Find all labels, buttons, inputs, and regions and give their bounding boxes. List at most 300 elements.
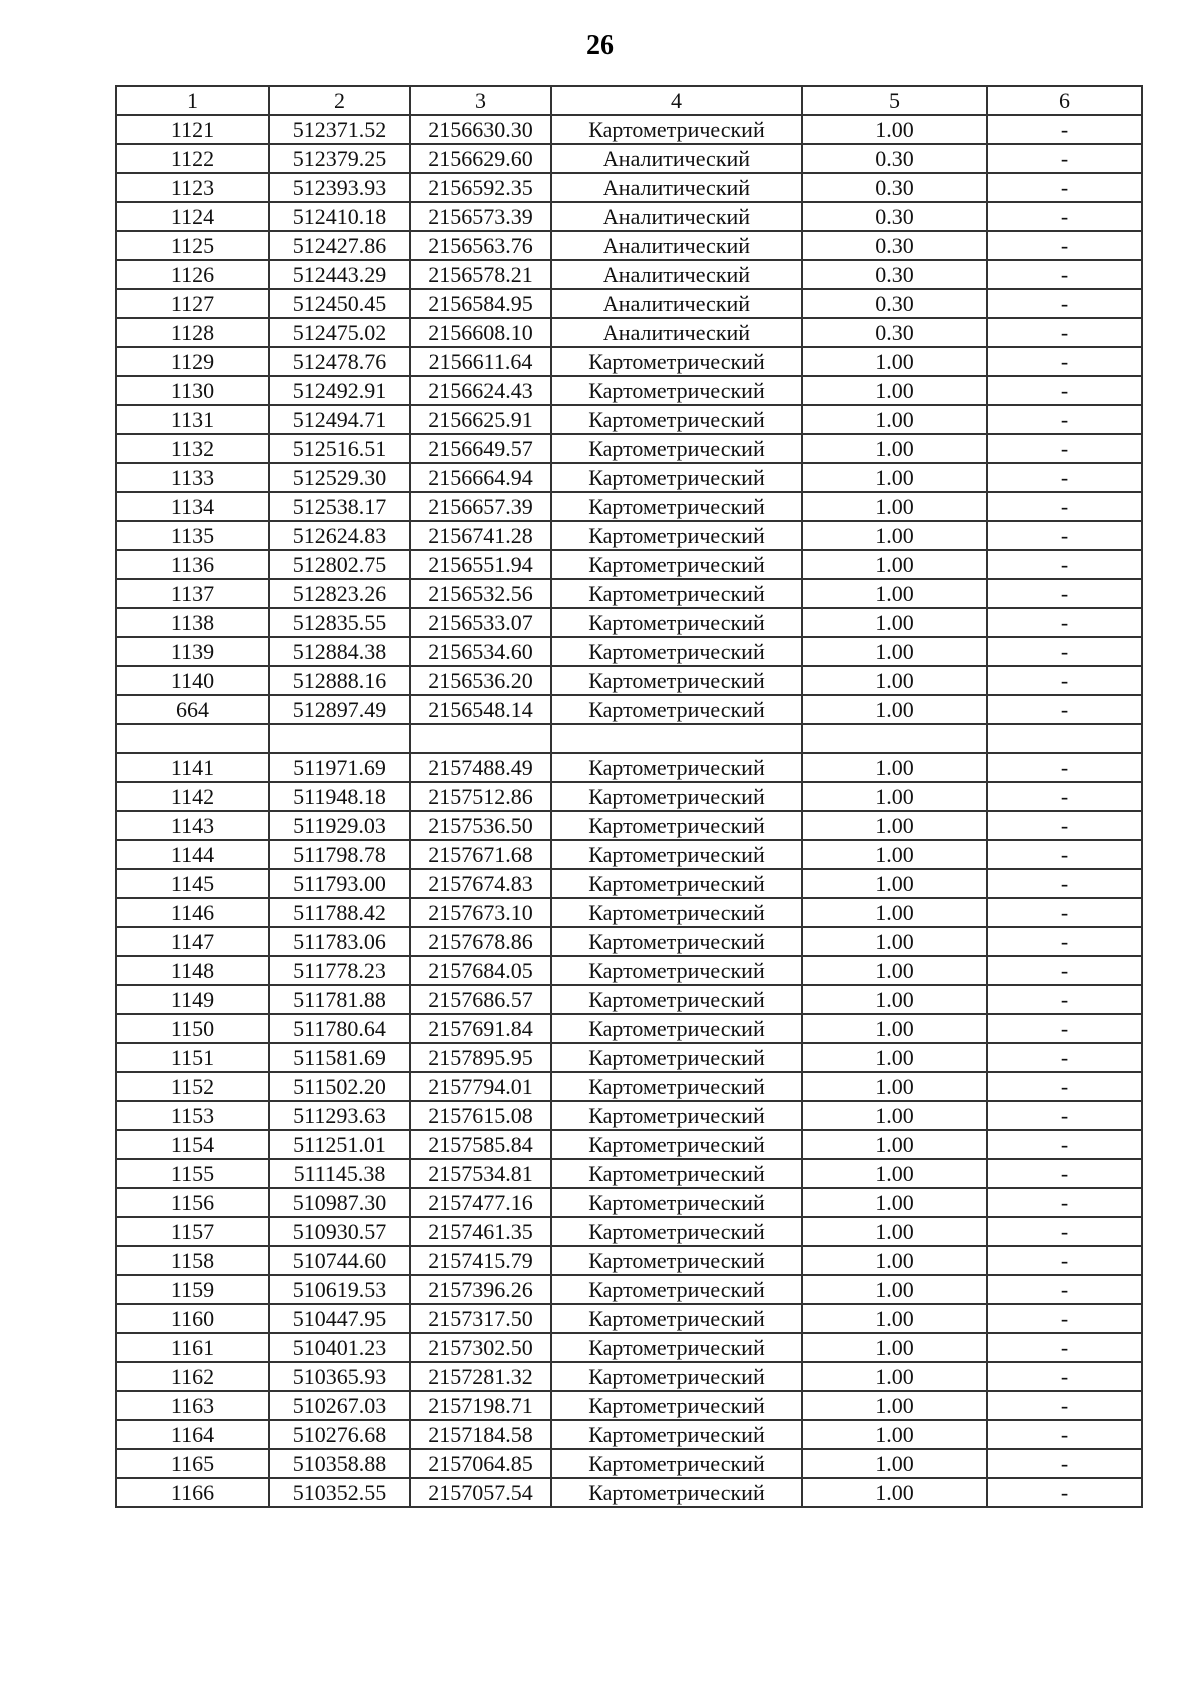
accuracy-cell: 1.00 xyxy=(802,927,987,956)
column-header: 3 xyxy=(410,86,551,115)
accuracy-cell: 0.30 xyxy=(802,202,987,231)
method-cell: Картометрический xyxy=(551,1275,802,1304)
accuracy-cell: 1.00 xyxy=(802,666,987,695)
accuracy-cell: 1.00 xyxy=(802,753,987,782)
note-cell: - xyxy=(987,1362,1142,1391)
accuracy-cell: 1.00 xyxy=(802,695,987,724)
y-coordinate-cell: 2156533.07 xyxy=(410,608,551,637)
method-cell: Картометрический xyxy=(551,608,802,637)
method-cell: Картометрический xyxy=(551,1449,802,1478)
y-coordinate-cell: 2157477.16 xyxy=(410,1188,551,1217)
column-header: 2 xyxy=(269,86,410,115)
point-number-cell: 1129 xyxy=(116,347,269,376)
method-cell: Картометрический xyxy=(551,1246,802,1275)
x-coordinate-cell: 512884.38 xyxy=(269,637,410,666)
x-coordinate-cell: 512802.75 xyxy=(269,550,410,579)
method-cell: Картометрический xyxy=(551,376,802,405)
method-cell: Аналитический xyxy=(551,260,802,289)
table-row xyxy=(116,550,1142,579)
point-number-cell: 1146 xyxy=(116,898,269,927)
y-coordinate-cell: 2156551.94 xyxy=(410,550,551,579)
y-coordinate-cell: 2157895.95 xyxy=(410,1043,551,1072)
method-cell: Картометрический xyxy=(551,811,802,840)
y-coordinate-cell: 2157488.49 xyxy=(410,753,551,782)
y-coordinate-cell: 2156532.56 xyxy=(410,579,551,608)
point-number-cell: 1126 xyxy=(116,260,269,289)
x-coordinate-cell: 510744.60 xyxy=(269,1246,410,1275)
x-coordinate-cell: 512823.26 xyxy=(269,579,410,608)
x-coordinate-cell: 511948.18 xyxy=(269,782,410,811)
coordinates-table xyxy=(115,85,1143,1508)
method-cell: Картометрический xyxy=(551,753,802,782)
method-cell: Картометрический xyxy=(551,434,802,463)
point-number-cell: 1160 xyxy=(116,1304,269,1333)
y-coordinate-cell: 2157674.83 xyxy=(410,869,551,898)
accuracy-cell: 0.30 xyxy=(802,260,987,289)
x-coordinate-cell: 511581.69 xyxy=(269,1043,410,1072)
method-cell: Картометрический xyxy=(551,956,802,985)
note-cell: - xyxy=(987,347,1142,376)
table-row xyxy=(116,434,1142,463)
y-coordinate-cell: 2157615.08 xyxy=(410,1101,551,1130)
accuracy-cell: 0.30 xyxy=(802,173,987,202)
y-coordinate-cell: 2157064.85 xyxy=(410,1449,551,1478)
note-cell: - xyxy=(987,318,1142,347)
y-coordinate-cell: 2157691.84 xyxy=(410,1014,551,1043)
y-coordinate-cell: 2157536.50 xyxy=(410,811,551,840)
method-cell: Картометрический xyxy=(551,1333,802,1362)
method-cell: Картометрический xyxy=(551,463,802,492)
table-header xyxy=(116,86,1142,115)
note-cell: - xyxy=(987,550,1142,579)
note-cell: - xyxy=(987,1159,1142,1188)
y-coordinate-cell: 2156611.64 xyxy=(410,347,551,376)
column-header: 1 xyxy=(116,86,269,115)
note-cell: - xyxy=(987,579,1142,608)
x-coordinate-cell: 510276.68 xyxy=(269,1420,410,1449)
point-number-cell: 1130 xyxy=(116,376,269,405)
y-coordinate-cell: 2157673.10 xyxy=(410,898,551,927)
table-row xyxy=(116,1217,1142,1246)
accuracy-cell: 1.00 xyxy=(802,869,987,898)
accuracy-cell: 1.00 xyxy=(802,376,987,405)
method-cell: Картометрический xyxy=(551,1159,802,1188)
point-number-cell: 1132 xyxy=(116,434,269,463)
note-cell: - xyxy=(987,1130,1142,1159)
point-number-cell: 1140 xyxy=(116,666,269,695)
y-coordinate-cell: 2157184.58 xyxy=(410,1420,551,1449)
method-cell xyxy=(551,724,802,753)
accuracy-cell: 1.00 xyxy=(802,608,987,637)
point-number-cell: 1164 xyxy=(116,1420,269,1449)
point-number-cell: 1133 xyxy=(116,463,269,492)
x-coordinate-cell: 510447.95 xyxy=(269,1304,410,1333)
point-number-cell: 1139 xyxy=(116,637,269,666)
note-cell: - xyxy=(987,521,1142,550)
accuracy-cell: 1.00 xyxy=(802,1130,987,1159)
x-coordinate-cell: 511778.23 xyxy=(269,956,410,985)
accuracy-cell: 1.00 xyxy=(802,637,987,666)
method-cell: Картометрический xyxy=(551,985,802,1014)
table-row xyxy=(116,260,1142,289)
y-coordinate-cell: 2156624.43 xyxy=(410,376,551,405)
table-row xyxy=(116,347,1142,376)
note-cell: - xyxy=(987,289,1142,318)
note-cell: - xyxy=(987,202,1142,231)
accuracy-cell xyxy=(802,724,987,753)
point-number-cell: 1166 xyxy=(116,1478,269,1507)
method-cell: Картометрический xyxy=(551,1362,802,1391)
y-coordinate-cell: 2156578.21 xyxy=(410,260,551,289)
x-coordinate-cell: 511798.78 xyxy=(269,840,410,869)
point-number-cell: 1154 xyxy=(116,1130,269,1159)
x-coordinate-cell: 512516.51 xyxy=(269,434,410,463)
note-cell: - xyxy=(987,1043,1142,1072)
table-row xyxy=(116,1478,1142,1507)
method-cell: Картометрический xyxy=(551,898,802,927)
note-cell: - xyxy=(987,115,1142,144)
table-row xyxy=(116,782,1142,811)
note-cell: - xyxy=(987,1391,1142,1420)
table-row xyxy=(116,811,1142,840)
x-coordinate-cell: 512897.49 xyxy=(269,695,410,724)
accuracy-cell: 1.00 xyxy=(802,840,987,869)
y-coordinate-cell: 2157415.79 xyxy=(410,1246,551,1275)
x-coordinate-cell xyxy=(269,724,410,753)
table-row xyxy=(116,869,1142,898)
table-row xyxy=(116,608,1142,637)
x-coordinate-cell: 512888.16 xyxy=(269,666,410,695)
accuracy-cell: 0.30 xyxy=(802,144,987,173)
table-row xyxy=(116,753,1142,782)
x-coordinate-cell: 511502.20 xyxy=(269,1072,410,1101)
table-row xyxy=(116,1246,1142,1275)
note-cell: - xyxy=(987,434,1142,463)
x-coordinate-cell: 511293.63 xyxy=(269,1101,410,1130)
x-coordinate-cell: 511929.03 xyxy=(269,811,410,840)
y-coordinate-cell: 2157678.86 xyxy=(410,927,551,956)
note-cell: - xyxy=(987,376,1142,405)
y-coordinate-cell: 2157396.26 xyxy=(410,1275,551,1304)
x-coordinate-cell: 512492.91 xyxy=(269,376,410,405)
table-body xyxy=(116,115,1142,1507)
accuracy-cell: 1.00 xyxy=(802,1014,987,1043)
note-cell: - xyxy=(987,956,1142,985)
accuracy-cell: 1.00 xyxy=(802,956,987,985)
method-cell: Картометрический xyxy=(551,840,802,869)
note-cell: - xyxy=(987,144,1142,173)
point-number-cell: 1127 xyxy=(116,289,269,318)
accuracy-cell: 1.00 xyxy=(802,898,987,927)
note-cell: - xyxy=(987,405,1142,434)
x-coordinate-cell: 512835.55 xyxy=(269,608,410,637)
point-number-cell: 1156 xyxy=(116,1188,269,1217)
y-coordinate-cell: 2157317.50 xyxy=(410,1304,551,1333)
point-number-cell: 1124 xyxy=(116,202,269,231)
x-coordinate-cell: 512427.86 xyxy=(269,231,410,260)
table-row xyxy=(116,1391,1142,1420)
accuracy-cell: 1.00 xyxy=(802,1362,987,1391)
x-coordinate-cell: 511780.64 xyxy=(269,1014,410,1043)
table-row xyxy=(116,1333,1142,1362)
note-cell: - xyxy=(987,260,1142,289)
y-coordinate-cell: 2157684.05 xyxy=(410,956,551,985)
point-number-cell: 1145 xyxy=(116,869,269,898)
note-cell: - xyxy=(987,1014,1142,1043)
point-number-cell: 1128 xyxy=(116,318,269,347)
method-cell: Картометрический xyxy=(551,115,802,144)
point-number-cell: 1162 xyxy=(116,1362,269,1391)
y-coordinate-cell: 2156741.28 xyxy=(410,521,551,550)
y-coordinate-cell: 2157671.68 xyxy=(410,840,551,869)
note-cell: - xyxy=(987,1478,1142,1507)
method-cell: Картометрический xyxy=(551,579,802,608)
accuracy-cell: 1.00 xyxy=(802,1217,987,1246)
note-cell: - xyxy=(987,695,1142,724)
table-row xyxy=(116,695,1142,724)
accuracy-cell: 0.30 xyxy=(802,289,987,318)
x-coordinate-cell: 510401.23 xyxy=(269,1333,410,1362)
point-number-cell: 1161 xyxy=(116,1333,269,1362)
note-cell: - xyxy=(987,1275,1142,1304)
table-row xyxy=(116,898,1142,927)
note-cell: - xyxy=(987,637,1142,666)
accuracy-cell: 1.00 xyxy=(802,1101,987,1130)
x-coordinate-cell: 510619.53 xyxy=(269,1275,410,1304)
method-cell: Картометрический xyxy=(551,695,802,724)
method-cell: Картометрический xyxy=(551,550,802,579)
x-coordinate-cell: 512410.18 xyxy=(269,202,410,231)
x-coordinate-cell: 511781.88 xyxy=(269,985,410,1014)
note-cell: - xyxy=(987,753,1142,782)
method-cell: Картометрический xyxy=(551,1072,802,1101)
x-coordinate-cell: 510267.03 xyxy=(269,1391,410,1420)
x-coordinate-cell: 510987.30 xyxy=(269,1188,410,1217)
table-row xyxy=(116,463,1142,492)
y-coordinate-cell: 2157198.71 xyxy=(410,1391,551,1420)
point-number-cell xyxy=(116,724,269,753)
x-coordinate-cell: 511971.69 xyxy=(269,753,410,782)
table-row xyxy=(116,144,1142,173)
header-row xyxy=(116,86,1142,115)
accuracy-cell: 1.00 xyxy=(802,1420,987,1449)
point-number-cell: 1151 xyxy=(116,1043,269,1072)
note-cell: - xyxy=(987,463,1142,492)
table-row xyxy=(116,173,1142,202)
accuracy-cell: 1.00 xyxy=(802,1246,987,1275)
method-cell: Картометрический xyxy=(551,1420,802,1449)
note-cell: - xyxy=(987,1217,1142,1246)
note-cell: - xyxy=(987,1101,1142,1130)
method-cell: Картометрический xyxy=(551,782,802,811)
method-cell: Аналитический xyxy=(551,173,802,202)
note-cell: - xyxy=(987,173,1142,202)
accuracy-cell: 1.00 xyxy=(802,1072,987,1101)
point-number-cell: 1153 xyxy=(116,1101,269,1130)
method-cell: Картометрический xyxy=(551,521,802,550)
accuracy-cell: 1.00 xyxy=(802,463,987,492)
accuracy-cell: 1.00 xyxy=(802,550,987,579)
point-number-cell: 1150 xyxy=(116,1014,269,1043)
point-number-cell: 1121 xyxy=(116,115,269,144)
accuracy-cell: 1.00 xyxy=(802,985,987,1014)
x-coordinate-cell: 512475.02 xyxy=(269,318,410,347)
table-row xyxy=(116,231,1142,260)
table-row xyxy=(116,1188,1142,1217)
x-coordinate-cell: 510358.88 xyxy=(269,1449,410,1478)
note-cell: - xyxy=(987,782,1142,811)
column-header: 4 xyxy=(551,86,802,115)
x-coordinate-cell: 511145.38 xyxy=(269,1159,410,1188)
accuracy-cell: 1.00 xyxy=(802,1043,987,1072)
table-row xyxy=(116,579,1142,608)
note-cell: - xyxy=(987,985,1142,1014)
table-row xyxy=(116,1449,1142,1478)
accuracy-cell: 1.00 xyxy=(802,1478,987,1507)
method-cell: Картометрический xyxy=(551,405,802,434)
x-coordinate-cell: 512529.30 xyxy=(269,463,410,492)
note-cell xyxy=(987,724,1142,753)
point-number-cell: 1131 xyxy=(116,405,269,434)
accuracy-cell: 1.00 xyxy=(802,405,987,434)
x-coordinate-cell: 512379.25 xyxy=(269,144,410,173)
method-cell: Картометрический xyxy=(551,1391,802,1420)
method-cell: Картометрический xyxy=(551,1217,802,1246)
table-row xyxy=(116,492,1142,521)
table-row xyxy=(116,1159,1142,1188)
y-coordinate-cell xyxy=(410,724,551,753)
point-number-cell: 1157 xyxy=(116,1217,269,1246)
note-cell: - xyxy=(987,666,1142,695)
x-coordinate-cell: 510352.55 xyxy=(269,1478,410,1507)
point-number-cell: 1125 xyxy=(116,231,269,260)
y-coordinate-cell: 2156592.35 xyxy=(410,173,551,202)
note-cell: - xyxy=(987,869,1142,898)
point-number-cell: 1155 xyxy=(116,1159,269,1188)
point-number-cell: 1143 xyxy=(116,811,269,840)
y-coordinate-cell: 2156563.76 xyxy=(410,231,551,260)
accuracy-cell: 1.00 xyxy=(802,1304,987,1333)
point-number-cell: 1122 xyxy=(116,144,269,173)
x-coordinate-cell: 511251.01 xyxy=(269,1130,410,1159)
accuracy-cell: 1.00 xyxy=(802,347,987,376)
table-row xyxy=(116,521,1142,550)
y-coordinate-cell: 2156536.20 xyxy=(410,666,551,695)
table-row xyxy=(116,1130,1142,1159)
y-coordinate-cell: 2156608.10 xyxy=(410,318,551,347)
point-number-cell: 1123 xyxy=(116,173,269,202)
table-row xyxy=(116,1014,1142,1043)
method-cell: Картометрический xyxy=(551,347,802,376)
note-cell: - xyxy=(987,608,1142,637)
method-cell: Картометрический xyxy=(551,1130,802,1159)
y-coordinate-cell: 2157302.50 xyxy=(410,1333,551,1362)
accuracy-cell: 1.00 xyxy=(802,434,987,463)
method-cell: Картометрический xyxy=(551,869,802,898)
column-header: 5 xyxy=(802,86,987,115)
accuracy-cell: 1.00 xyxy=(802,811,987,840)
point-number-cell: 1163 xyxy=(116,1391,269,1420)
method-cell: Картометрический xyxy=(551,1188,802,1217)
x-coordinate-cell: 510930.57 xyxy=(269,1217,410,1246)
note-cell: - xyxy=(987,1420,1142,1449)
y-coordinate-cell: 2156664.94 xyxy=(410,463,551,492)
y-coordinate-cell: 2156548.14 xyxy=(410,695,551,724)
accuracy-cell: 1.00 xyxy=(802,492,987,521)
table-row xyxy=(116,1420,1142,1449)
y-coordinate-cell: 2156657.39 xyxy=(410,492,551,521)
accuracy-cell: 1.00 xyxy=(802,1391,987,1420)
point-number-cell: 1148 xyxy=(116,956,269,985)
note-cell: - xyxy=(987,927,1142,956)
note-cell: - xyxy=(987,840,1142,869)
table-row xyxy=(116,724,1142,753)
accuracy-cell: 0.30 xyxy=(802,231,987,260)
table-row xyxy=(116,1304,1142,1333)
point-number-cell: 1137 xyxy=(116,579,269,608)
table-row xyxy=(116,289,1142,318)
point-number-cell: 1149 xyxy=(116,985,269,1014)
y-coordinate-cell: 2157686.57 xyxy=(410,985,551,1014)
y-coordinate-cell: 2157057.54 xyxy=(410,1478,551,1507)
note-cell: - xyxy=(987,1246,1142,1275)
x-coordinate-cell: 511793.00 xyxy=(269,869,410,898)
table-row xyxy=(116,666,1142,695)
method-cell: Картометрический xyxy=(551,1478,802,1507)
y-coordinate-cell: 2156630.30 xyxy=(410,115,551,144)
y-coordinate-cell: 2157534.81 xyxy=(410,1159,551,1188)
point-number-cell: 1144 xyxy=(116,840,269,869)
table-row xyxy=(116,985,1142,1014)
method-cell: Аналитический xyxy=(551,318,802,347)
table-row xyxy=(116,376,1142,405)
table-row xyxy=(116,840,1142,869)
table-row xyxy=(116,1043,1142,1072)
column-header: 6 xyxy=(987,86,1142,115)
accuracy-cell: 1.00 xyxy=(802,1449,987,1478)
point-number-cell: 1135 xyxy=(116,521,269,550)
note-cell: - xyxy=(987,1333,1142,1362)
y-coordinate-cell: 2157461.35 xyxy=(410,1217,551,1246)
point-number-cell: 1158 xyxy=(116,1246,269,1275)
note-cell: - xyxy=(987,1449,1142,1478)
x-coordinate-cell: 512443.29 xyxy=(269,260,410,289)
table-row xyxy=(116,318,1142,347)
method-cell: Аналитический xyxy=(551,144,802,173)
accuracy-cell: 1.00 xyxy=(802,521,987,550)
note-cell: - xyxy=(987,231,1142,260)
method-cell: Аналитический xyxy=(551,231,802,260)
y-coordinate-cell: 2156573.39 xyxy=(410,202,551,231)
page-number: 26 xyxy=(586,30,614,61)
accuracy-cell: 0.30 xyxy=(802,318,987,347)
x-coordinate-cell: 512538.17 xyxy=(269,492,410,521)
table-row xyxy=(116,927,1142,956)
method-cell: Картометрический xyxy=(551,1304,802,1333)
method-cell: Картометрический xyxy=(551,927,802,956)
point-number-cell: 1159 xyxy=(116,1275,269,1304)
x-coordinate-cell: 511788.42 xyxy=(269,898,410,927)
table-row xyxy=(116,115,1142,144)
note-cell: - xyxy=(987,492,1142,521)
x-coordinate-cell: 512371.52 xyxy=(269,115,410,144)
x-coordinate-cell: 512478.76 xyxy=(269,347,410,376)
table-row xyxy=(116,1362,1142,1391)
method-cell: Картометрический xyxy=(551,492,802,521)
table-row xyxy=(116,637,1142,666)
method-cell: Аналитический xyxy=(551,289,802,318)
method-cell: Картометрический xyxy=(551,666,802,695)
